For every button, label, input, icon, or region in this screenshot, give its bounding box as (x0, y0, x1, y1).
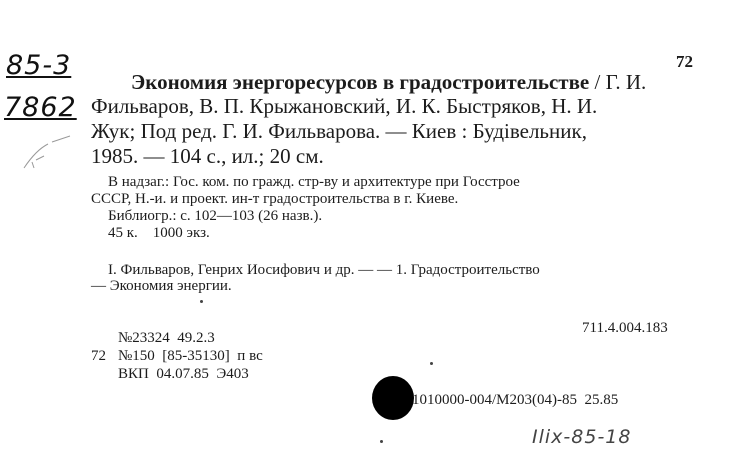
speck (380, 440, 383, 443)
record-prefix: 72 (91, 348, 106, 364)
entry-line-2: Фильваров, В. П. Крыжановский, И. К. Быстряков, Н. И. (91, 94, 598, 118)
title-responsibility: / Г. И. (589, 70, 647, 94)
entry-line-1 (131, 72, 646, 93)
subject-line-1: I. Фильваров, Генрих Иосифович и др. — — 1. Градостроительство (108, 262, 540, 278)
entry-line-4: 1985. — 104 с., ил.; 20 см. (91, 144, 324, 168)
note-line-1: В надзаг.: Гос. ком. по гражд. стр-ву и архитектуре при Госстрое (108, 174, 520, 190)
record-line-3: ВКП 04.07.85 Э403 (118, 366, 249, 382)
call-number-bottom: 7862 (4, 92, 77, 123)
ink-blot (372, 376, 414, 420)
note-line-3: Библиогр.: с. 102—103 (26 назв.). (108, 208, 323, 224)
record-number: №23324 49.2.3 (118, 330, 215, 346)
pencil-scribble-icon (18, 128, 78, 178)
note-line-2: СССР, Н.-и. и проект. ин-т градостроительства в г. Киеве. (91, 191, 459, 207)
subject-line-2: — Экономия энергии. (91, 278, 232, 294)
classification-code: 711.4.004.183 (582, 320, 668, 336)
entry-line-3: Жук; Под ред. Г. И. Фильварова. — Киев : Будівельник, (91, 119, 587, 143)
note-line-4: 45 к. 1000 экз. (108, 225, 210, 241)
handwritten-note: Ilix-85-18 (532, 426, 632, 448)
card-number: 72 (676, 52, 693, 71)
publisher-code: 1010000-004/М203(04)-85 25.85 (412, 392, 619, 408)
record-line-2: №150 [85-35130] п вс (118, 348, 263, 364)
book-title: Экономия энергоресурсов в градостроительстве (131, 70, 590, 94)
speck (200, 300, 203, 303)
speck (430, 362, 433, 365)
call-number-top: 85-3 (6, 50, 72, 81)
